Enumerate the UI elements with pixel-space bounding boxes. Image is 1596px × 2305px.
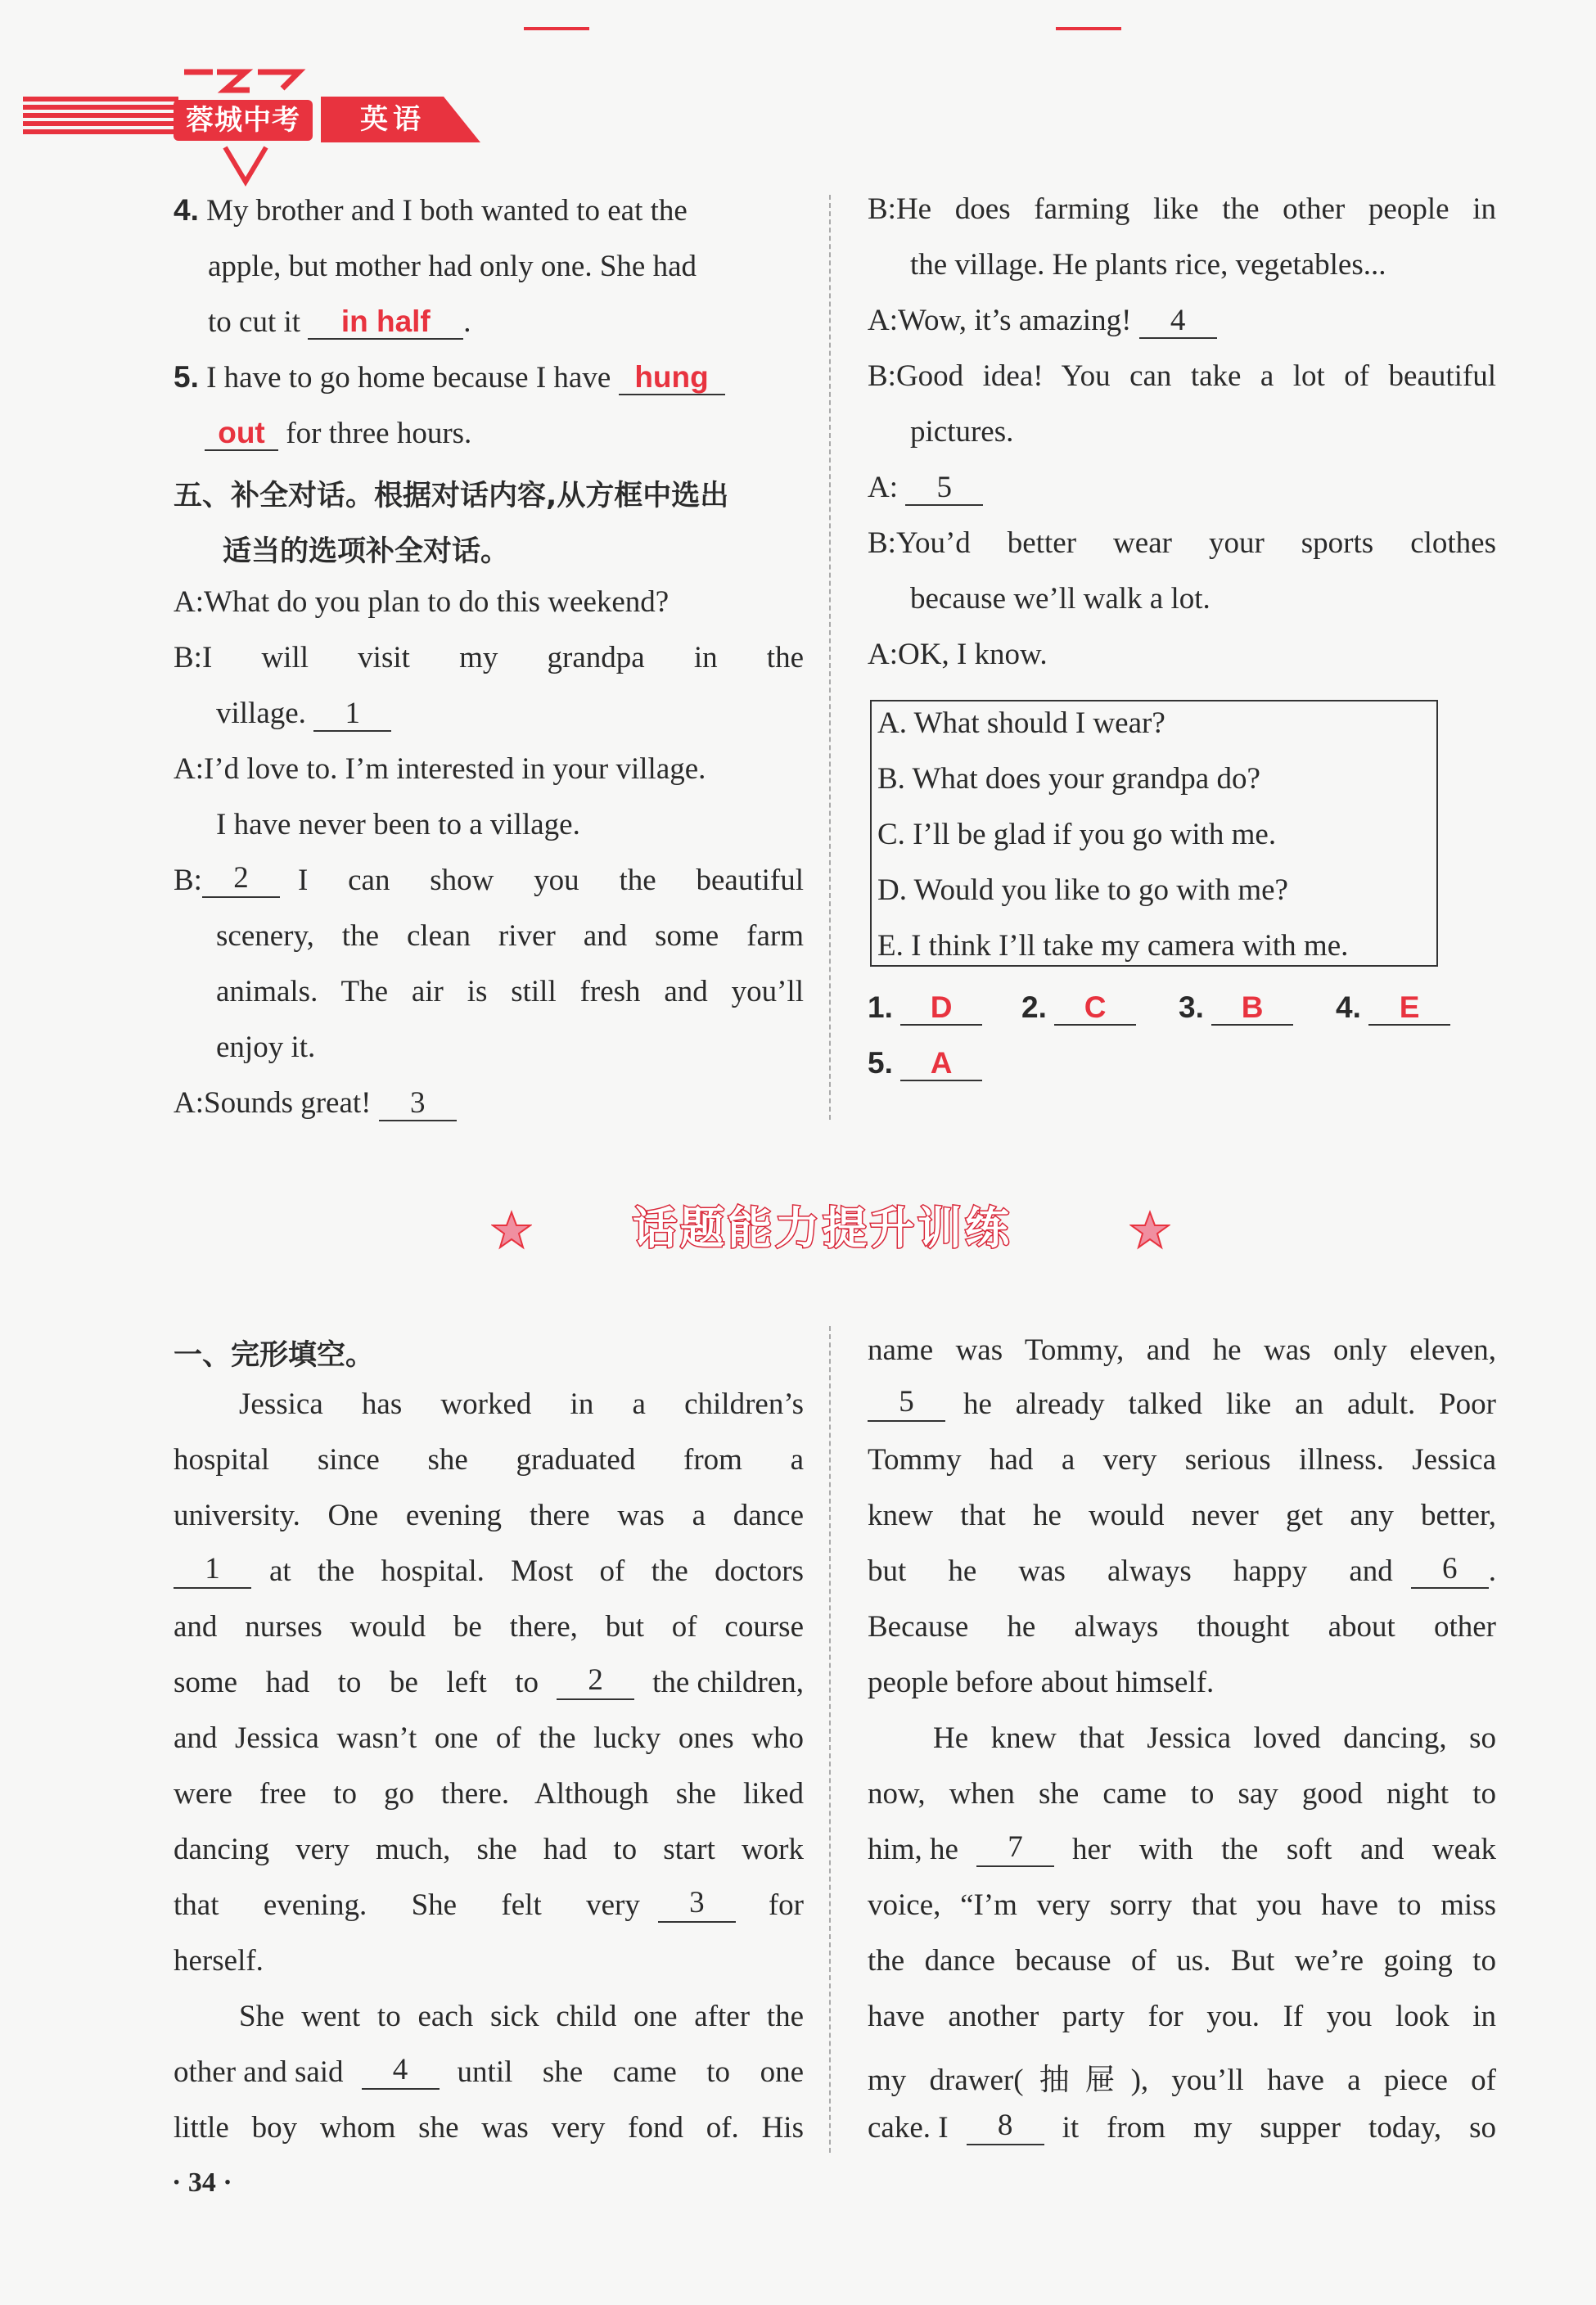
q5-text-2: for three hours. <box>286 417 472 450</box>
dialogue-line-r6: A:OK, I know. <box>868 638 1048 671</box>
q4-line3 <box>208 304 471 340</box>
cloze-line: Jessica has worked in a children’s <box>239 1387 804 1421</box>
column-divider-top <box>829 195 831 1120</box>
q4-answer: in half <box>308 306 463 340</box>
cloze-blank-1: 1 <box>174 1554 251 1589</box>
cloze-line: knew that he would never get any better, <box>868 1499 1496 1532</box>
cloze-line <box>174 2055 804 2090</box>
option-e: E. I think I’ll take my camera with me. <box>877 929 1349 963</box>
column-divider-bottom <box>829 1326 831 2153</box>
dialogue-line-b1: B:I will visit my grandpa in the <box>174 641 804 674</box>
cloze-line: people before about himself. <box>868 1666 1215 1699</box>
dialogue-line-a2-cont: I have never been to a village. <box>216 808 580 841</box>
dialogue-line-r1: B:He does farming like the other people in <box>868 192 1496 226</box>
answer-value: A <box>900 1048 982 1081</box>
cloze-line <box>868 1832 1496 1867</box>
dialogue-text: A:Sounds great! <box>174 1086 372 1120</box>
dialogue-line-b2 <box>174 863 804 898</box>
cloze-line: hospital since she graduated from a <box>174 1443 804 1477</box>
dialogue-blank-4: 4 <box>1139 305 1217 339</box>
header-stripes <box>23 97 178 142</box>
cloze-text: . <box>1488 1554 1496 1588</box>
cloze-text: at the hospital. Most of the doctors <box>269 1554 804 1588</box>
dialogue-text: A:Wow, it’s amazing! <box>868 304 1132 337</box>
answer-number: 4. <box>1336 990 1361 1024</box>
banner-title: 话题能力提升训练 <box>633 1202 1012 1254</box>
answer-2 <box>1021 990 1136 1026</box>
page-number: · 34 · <box>172 2167 232 2198</box>
cloze-blank-5: 5 <box>868 1387 945 1422</box>
dialogue-text: village. <box>216 697 306 730</box>
answer-5 <box>868 1046 982 1081</box>
dialogue-line-r4 <box>868 470 983 506</box>
answer-number: 3. <box>1179 990 1204 1024</box>
cloze-line: Tommy had a very serious illness. Jessica <box>868 1443 1496 1477</box>
section5-title-1: 五、补全对话。根据对话内容,从方框中选出 <box>174 480 729 512</box>
logo-text: 蓉城中考 <box>174 100 313 141</box>
option-b: B. What does your grandpa do? <box>877 762 1260 796</box>
cloze-line: university. One evening there was a dance <box>174 1499 804 1532</box>
cloze-blank-6: 6 <box>1411 1554 1489 1589</box>
option-c: C. I’ll be glad if you go with me. <box>877 818 1277 851</box>
q5-line2 <box>205 416 471 451</box>
q5-text-1: I have to go home because I have <box>206 361 611 395</box>
answer-4 <box>1336 990 1450 1026</box>
dialogue-speaker: A: <box>868 471 898 504</box>
cloze-line <box>174 1665 804 1700</box>
dialogue-line-b2-d: animals. The air is still fresh and you’ll <box>216 975 804 1008</box>
dialogue-blank-2: 2 <box>202 863 280 898</box>
dialogue-line-a1: A:What do you plan to do this weekend? <box>174 585 670 619</box>
answer-1 <box>868 990 982 1026</box>
section5-title-2: 适当的选项补全对话。 <box>223 535 510 568</box>
dialogue-blank-3: 3 <box>379 1088 457 1121</box>
cloze-title: 一、完形填空。 <box>174 1339 375 1372</box>
dialogue-blank-1: 1 <box>313 698 391 732</box>
dialogue-line-b1-cont <box>216 696 391 732</box>
dialogue-line-a3 <box>174 1085 457 1121</box>
dialogue-line-b2-c: scenery, the clean river and some farm <box>216 919 804 953</box>
dialogue-line-a2: A:I’d love to. I’m interested in your village. <box>174 752 706 786</box>
answer-value: C <box>1054 992 1136 1026</box>
cloze-line: herself. <box>174 1944 264 1978</box>
dialogue-line-b2-e: enjoy it. <box>216 1031 316 1064</box>
dialogue-text: I can show you the beautiful <box>297 864 804 897</box>
answer-value: B <box>1211 992 1293 1026</box>
answer-number: 2. <box>1021 990 1047 1024</box>
cloze-text: other and said <box>174 2055 344 2089</box>
cloze-line <box>174 1888 804 1923</box>
cloze-text: some had to be left to <box>174 1666 539 1699</box>
subject-tag: 英语 <box>360 103 426 136</box>
banner-line-left <box>524 27 589 30</box>
dialogue-blank-5: 5 <box>905 472 983 506</box>
dialogue-line-r3-cont: pictures. <box>910 415 1014 449</box>
q5-answer-a: hung <box>619 362 725 395</box>
q5-number: 5. <box>174 360 199 394</box>
cloze-line: have another party for you. If you look in <box>868 2000 1496 2033</box>
cloze-line: now, when she came to say good night to <box>868 1777 1496 1811</box>
answer-number: 1. <box>868 990 893 1024</box>
q5-line1 <box>174 360 725 395</box>
dialogue-line-r5: B:You’d better wear your sports clothes <box>868 526 1496 560</box>
banner-line-right <box>1056 27 1121 30</box>
cloze-line: my drawer(抽屉), you’ll have a piece of <box>868 2064 1496 2097</box>
dialogue-speaker: B: <box>174 864 202 897</box>
cloze-text: it from my supper today, so <box>1062 2111 1496 2145</box>
dialogue-line-r5-cont: because we’ll walk a lot. <box>910 582 1211 616</box>
dialogue-line-r2 <box>868 303 1217 339</box>
star-icon <box>1129 1210 1170 1251</box>
cloze-text: until she came to one <box>457 2055 804 2089</box>
cloze-line: dancing very much, she had to start work <box>174 1833 804 1866</box>
answer-value: D <box>900 992 982 1026</box>
star-icon <box>491 1210 532 1251</box>
cloze-blank-7: 7 <box>976 1832 1054 1867</box>
q4-line2: apple, but mother had only one. She had <box>208 250 697 283</box>
cloze-line <box>868 1554 1496 1589</box>
dialogue-line-r1-cont: the village. He plants rice, vegetables... <box>910 248 1386 282</box>
cloze-line: She went to each sick child one after the <box>239 2000 804 2033</box>
cloze-line: He knew that Jessica loved dancing, so <box>933 1721 1496 1755</box>
dialogue-line-r3: B:Good idea! You can take a lot of beautiful <box>868 359 1496 393</box>
q4-line1 <box>174 193 804 228</box>
cloze-text: that evening. She felt very <box>174 1888 640 1922</box>
option-a: A. What should I wear? <box>877 706 1165 740</box>
cloze-line: and nurses would be there, but of course <box>174 1610 804 1644</box>
q4-text-3: to cut it <box>208 305 301 339</box>
cloze-line <box>174 1554 804 1589</box>
q4-text-1: My brother and I both wanted to eat the <box>206 194 688 228</box>
q4-number: 4. <box>174 193 199 227</box>
q4-period: . <box>463 305 471 339</box>
cloze-line: and Jessica wasn’t one of the lucky ones who <box>174 1721 804 1755</box>
cloze-line: were free to go there. Although she liked <box>174 1777 804 1811</box>
cloze-text: her with the soft and weak <box>1071 1833 1496 1866</box>
cloze-line <box>868 1387 1496 1422</box>
cloze-blank-3: 3 <box>658 1888 736 1923</box>
cloze-text: him, he <box>868 1833 958 1866</box>
q5-answer-b: out <box>205 417 278 451</box>
cloze-line: Because he always thought about other <box>868 1610 1496 1644</box>
cloze-text: he already talked like an adult. Poor <box>963 1387 1496 1421</box>
cloze-line: the dance because of us. But we’re going to <box>868 1944 1496 1978</box>
cloze-line <box>868 2110 1496 2145</box>
cloze-blank-4: 4 <box>362 2055 440 2090</box>
cloze-text: but he was always happy and <box>868 1554 1393 1588</box>
option-d: D. Would you like to go with me? <box>877 873 1288 907</box>
cloze-text: for <box>768 1888 804 1922</box>
cloze-blank-8: 8 <box>967 2110 1044 2145</box>
cloze-text: cake. I <box>868 2111 949 2145</box>
cloze-text: the children, <box>652 1666 804 1699</box>
answer-number: 5. <box>868 1046 893 1080</box>
cloze-line: name was Tommy, and he was only eleven, <box>868 1333 1496 1367</box>
answer-value: E <box>1368 992 1450 1026</box>
cloze-line: voice, “I’m very sorry that you have to miss <box>868 1888 1496 1922</box>
answer-3 <box>1179 990 1293 1026</box>
cloze-blank-2: 2 <box>557 1665 634 1700</box>
cloze-line: little boy whom she was very fond of. His <box>174 2111 804 2145</box>
